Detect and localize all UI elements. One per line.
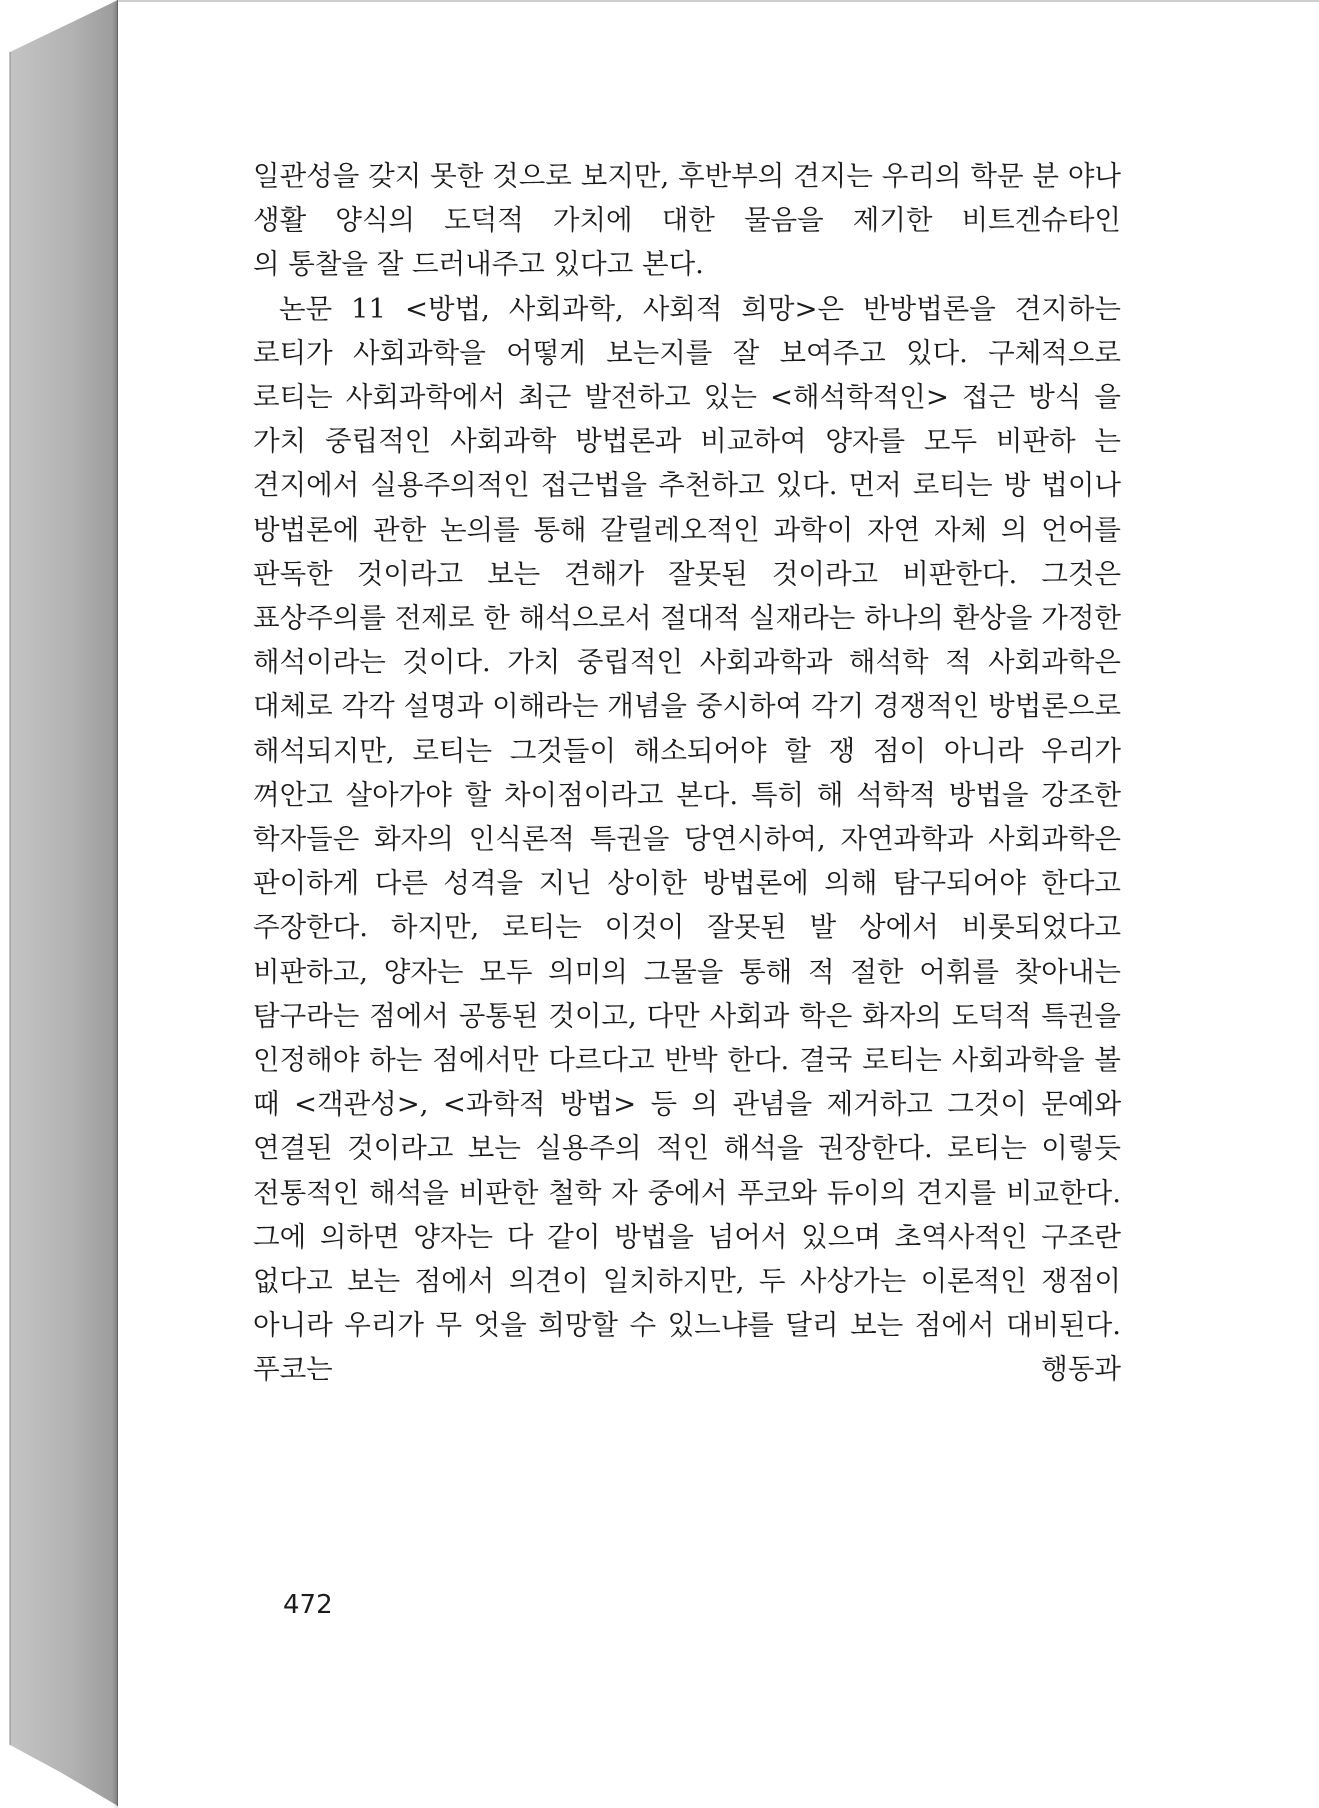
- text-line: 학은 화자의 도덕적 특권을 인정해야 하는 점에서만 다르다고 반박: [253, 999, 1121, 1077]
- text-line: 점이 아니라 우리가 껴안고 살아가야 할 차이점이라고 본다. 특히 해: [253, 734, 1121, 811]
- text-line: 환상을 가정한 해석이라는 것이다. 가치 중립적인 사회과학과 해석학: [253, 602, 1121, 679]
- text-line: 야나 생활 양식의 도덕적 가치에 대한 물음을 제기한 비트겐슈타인: [253, 160, 1121, 237]
- text-line: 절한 어휘를 찾아내는 탐구라는 점에서 공통된 것이고, 다만 사회과: [253, 955, 1121, 1032]
- text-line: 의해 탐구되어야 한다고 주장한다. 하지만, 로티는 이것이 잘못된 발: [253, 867, 1121, 944]
- paragraph-1: [253, 154, 1121, 287]
- text-line: 한다. 결국 로티는 사회과학을 볼 때 <객관성>, <과학적 방법> 등: [253, 1044, 1121, 1121]
- text-line: 일관성을 갖지 못한 것으로 보지만, 후반부의 견지는 우리의 학문 분: [253, 160, 1059, 192]
- paragraph-2: [253, 287, 1121, 1392]
- text-line: 그것은 표상주의를 전제로 한 해석으로서 절대적 실재라는 하나의: [253, 557, 1122, 635]
- text-line: 자 중에서 푸코와 듀이의 견지를 비교한다. 그에 의하면 양자는 다: [253, 1176, 1121, 1253]
- text-line: 석학적 방법을 강조한 학자들은 화자의 인식론적 특권을 당연시하여,: [253, 778, 1121, 856]
- text-line: 엇을 희망할 수 있느냐를 달리 보는 점에서 대비된다. 푸코는 행동과: [253, 1309, 1121, 1386]
- text-line: 경쟁적인 방법론으로 해석되지만, 로티는 그것들이 해소되어야 할 쟁: [253, 690, 1122, 767]
- text-line: 로티는 사회과학에서 최근 발전하고 있는 <해석학적인> 접근 방식: [253, 381, 1082, 414]
- text-line: 의 통찰을 잘 드러내주고 있다고 본다.: [253, 248, 704, 281]
- text-line: 자연과학과 사회과학은 판이하게 다른 성격을 지닌 상이한 방법론에: [253, 823, 1121, 900]
- body-text: [253, 154, 1121, 1392]
- text-line: 을 가치 중립적인 사회과학 방법론과 비교하여 양자를 모두 비판하: [253, 381, 1121, 458]
- text-line: 의 언어를 판독한 것이라고 보는 견해가 잘못된 것이라고 비판한다.: [253, 513, 1121, 590]
- page-number: 472: [283, 1590, 333, 1620]
- text-line: 법이나 방법론에 관한 논의를 통해 갈릴레오적인 과학이 자연 자체: [253, 469, 1121, 546]
- text-line: 는 견지에서 실용주의적인 접근법을 추천하고 있다. 먼저 로티는 방: [253, 425, 1121, 502]
- text-line: 같이 방법을 넘어서 있으며 초역사적인 구조란 없다고 보는 점에서: [253, 1220, 1121, 1298]
- text-line: 적인 해석을 권장한다. 로티는 이렇듯 전통적인 해석을 비판한 철학: [253, 1132, 1121, 1209]
- text-line: 적 사회과학은 대체로 각각 설명과 이해라는 개념을 중시하여 각기: [253, 646, 1121, 723]
- text-line: 상에서 비롯되었다고 비판하고, 양자는 모두 의미의 그물을 통해 적: [253, 911, 1122, 988]
- text-line: 의 관념을 제거하고 그것이 문예와 연결된 것이라고 보는 실용주의: [253, 1088, 1122, 1165]
- text-line: 논문 11 <방법, 사회과학, 사회적 희망>은 반방법론을 견지하는: [279, 292, 1121, 325]
- text-line: 의견이 일치하지만, 두 사상가는 이론적인 쟁점이 아니라 우리가 무: [253, 1265, 1121, 1342]
- text-line: 로티가 사회과학을 어떻게 보는지를 잘 보여주고 있다. 구체적으로: [253, 336, 1121, 369]
